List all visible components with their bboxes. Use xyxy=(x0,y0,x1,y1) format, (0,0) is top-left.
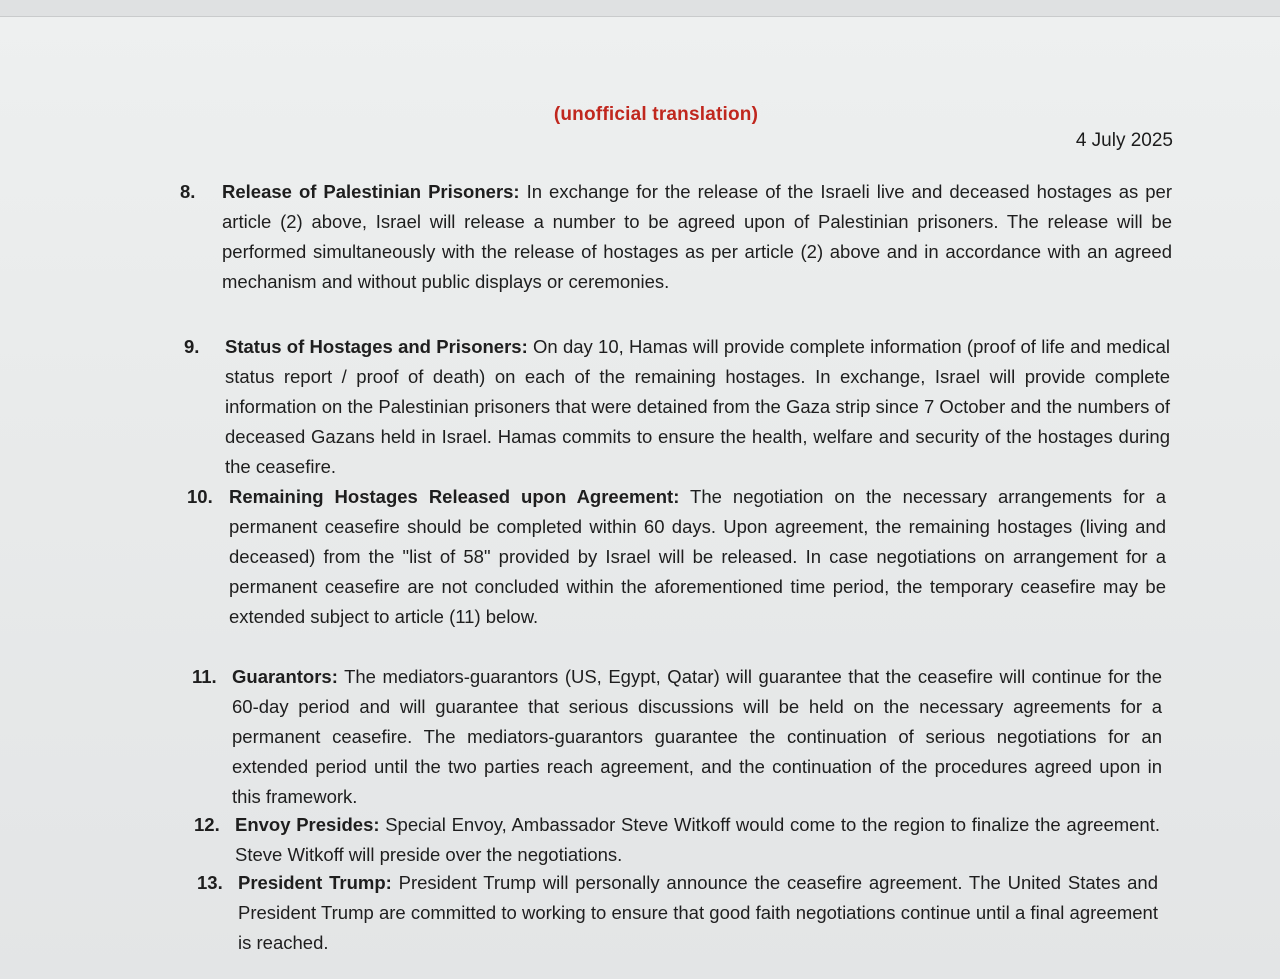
article-heading: Remaining Hostages Released upon Agreement: xyxy=(229,486,680,507)
article-body xyxy=(229,482,1166,632)
article-heading: Status of Hostages and Prisoners: xyxy=(225,336,528,357)
article-number: 10. xyxy=(187,486,213,507)
article-body xyxy=(238,868,1158,958)
article-12 xyxy=(194,810,1160,870)
article-heading: President Trump: xyxy=(238,872,392,893)
article-text: In exchange for the release of the Israeli live and deceased hostages as per article (2) above, Israel will release a number to be agreed upon of Palestinian prisoners. The release will be performed simultaneously with the release of hostages as per article (2) above and in accordance with an agreed mechanism and without public displays or ceremonies. xyxy=(222,181,1172,292)
article-body xyxy=(222,177,1172,297)
article-text: President Trump will personally announce the ceasefire agreement. The United States and President Trump are committed to working to ensure that good faith negotiations continue until a final agreement is reached. xyxy=(238,872,1158,953)
article-heading: Release of Palestinian Prisoners: xyxy=(222,181,520,202)
article-9 xyxy=(184,332,1171,482)
article-text: The mediators-guarantors (US, Egypt, Qatar) will guarantee that the ceasefire will continue for the 60-day period and will guarantee that serious discussions will be held on the necessary agreements for a permanent ceasefire. The mediators-guarantors guarantee the continuation of serious negotiations for an extended period until the two parties reach agreement, and the continuation of the procedures agreed upon in this framework. xyxy=(232,666,1162,807)
monitor-top-bezel xyxy=(0,0,1280,17)
article-number: 8. xyxy=(180,181,196,202)
article-number: 13. xyxy=(197,872,223,893)
article-body xyxy=(225,332,1170,482)
article-10 xyxy=(187,482,1166,632)
article-number: 9. xyxy=(184,336,200,357)
article-number: 11. xyxy=(192,666,217,687)
article-heading: Guarantors: xyxy=(232,666,338,687)
article-11 xyxy=(192,662,1162,812)
article-text: Special Envoy, Ambassador Steve Witkoff would come to the region to finalize the agreement. Steve Witkoff will preside over the negotiations. xyxy=(235,814,1160,865)
article-body xyxy=(232,662,1162,812)
article-13 xyxy=(197,868,1158,958)
article-number: 12. xyxy=(194,814,220,835)
document-date: 4 July 2025 xyxy=(1075,130,1173,151)
article-text: On day 10, Hamas will provide complete information (proof of life and medical status report / proof of death) on each of the remaining hostages. In exchange, Israel will provide complete information on the Palestinian prisoners that were detained from the Gaza strip since 7 October and the numbers of deceased Gazans held in Israel. Hamas commits to ensure the health, welfare and security of the hostages during the ceasefire. xyxy=(225,336,1171,477)
article-body xyxy=(235,810,1160,870)
article-heading: Envoy Presides: xyxy=(235,814,380,835)
article-8 xyxy=(180,177,1172,297)
article-text: The negotiation on the necessary arrangements for a permanent ceasefire should be completed within 60 days. Upon agreement, the remaining hostages (living and deceased) from the "list of 58" provided by Israel will be released. In case negotiations on arrangement for a permanent ceasefire are not concluded within the aforementioned time period, the temporary ceasefire may be extended subject to article (11) below. xyxy=(229,486,1166,627)
document-page xyxy=(0,17,1280,979)
unofficial-translation-note: (unofficial translation) xyxy=(553,104,759,125)
